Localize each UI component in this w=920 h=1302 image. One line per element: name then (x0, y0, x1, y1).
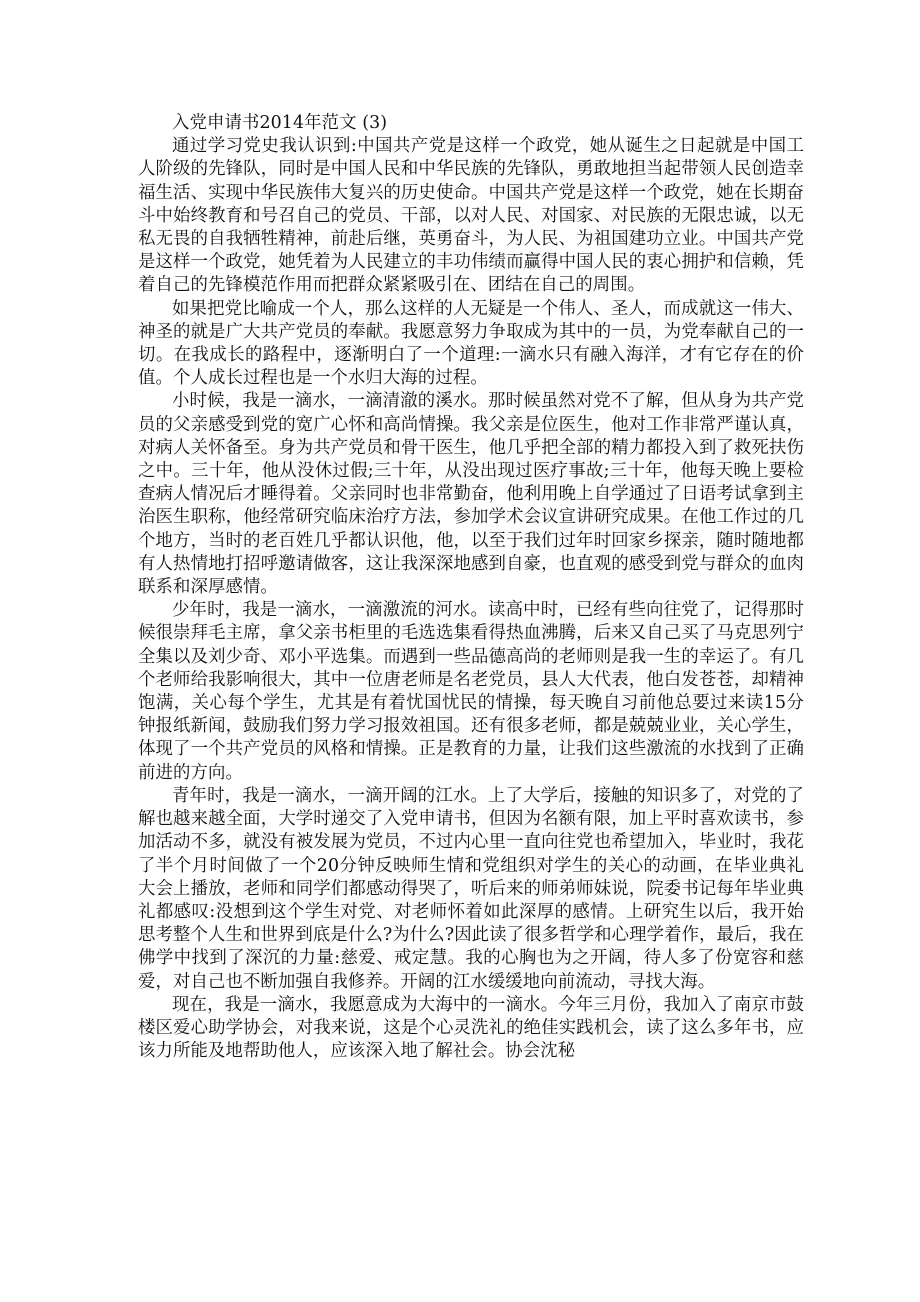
paragraph-2: 如果把党比喻成一个人，那么这样的人无疑是一个伟人、圣人，而成就这一伟大、神圣的就是广大共产党员的奉献。我愿意努力争取成为其中的一员，为党奉献自己的一切。在我成长的路程中，逐渐明白了一个道理:一滴水只有融入海洋，才有它存在的价值。个人成长过程也是一个水归大海的过程。 (138, 298, 804, 389)
paragraph-6: 现在，我是一滴水，我愿意成为大海中的一滴水。今年三月份，我加入了南京市鼓楼区爱心助学协会，对我来说，这是个心灵洗礼的绝佳实践机会，读了这么多年书，应该力所能及地帮助他人，应该深入地了解社会。协会沈秘 (138, 994, 804, 1062)
document-body (138, 112, 804, 1063)
paragraph-1: 通过学习党史我认识到:中国共产党是这样一个政党，她从诞生之日起就是中国工人阶级的先锋队，同时是中国人民和中华民族的先锋队，勇敢地担当起带领人民创造幸福生活、实现中华民族伟大复兴的历史使命。中国共产党是这样一个政党，她在长期奋斗中始终教育和号召自己的党员、干部，以对人民、对国家、对民族的无限忠诚，以无私无畏的自我牺牲精神，前赴后继，英勇奋斗，为人民、为祖国建功立业。中国共产党是这样一个政党，她凭着为人民建立的丰功伟绩而赢得中国人民的衷心拥护和信赖，凭着自己的先锋模范作用而把群众紧紧吸引在、团结在自己的周围。 (138, 136, 804, 296)
paragraph-3: 小时候，我是一滴水，一滴清澈的溪水。那时候虽然对党不了解，但从身为共产党员的父亲感受到党的宽广心怀和高尚情操。我父亲是位医生，他对工作非常严谨认真，对病人关怀备至。身为共产党员和骨干医生，他几乎把全部的精力都投入到了救死扶伤之中。三十年，他从没休过假;三十年，从没出现过医疗事故;三十年，他每天晚上要检查病人情况后才睡得着。父亲同时也非常勤奋，他利用晚上自学通过了日语考试拿到主治医生职称，他经常研究临床治疗方法，参加学术会议宣讲研究成果。在他工作过的几个地方，当时的老百姓几乎都认识他，他，以至于我们过年时回家乡探亲，随时随地都有人热情地打招呼邀请做客，这让我深深地感到自豪，也直观的感受到党与群众的血肉联系和深厚感情。 (138, 391, 804, 598)
document-title: 入党申请书2014年范文 (3) (172, 113, 388, 133)
paragraph-5: 青年时，我是一滴水，一滴开阔的江水。上了大学后，接触的知识多了，对党的了解也越来越全面，大学时递交了入党申请书，但因为名额有限，加上平时喜欢读书，参加活动不多，就没有被发展为党员，不过内心里一直向往党也希望加入，毕业时，我花了半个月时间做了一个20分钟反映师生情和党组织对学生的关心的动画，在毕业典礼大会上播放，老师和同学们都感动得哭了，听后来的师弟师妹说，院委书记每年毕业典礼都感叹:没想到这个学生对党、对老师怀着如此深厚的感情。上研究生以后，我开始思考整个人生和世界到底是什么?为什么?因此读了很多哲学和心理学着作，最后，我在佛学中找到了深沉的力量:慈爱、戒定慧。我的心胸也为之开阔，待人多了份宽容和慈爱，对自己也不断加强自我修养。开阔的江水缓缓地向前流动，寻找大海。 (138, 785, 805, 992)
paragraph-4: 少年时，我是一滴水，一滴激流的河水。读高中时，已经有些向往党了，记得那时候很崇拜毛主席，拿父亲书柜里的毛选选集看得热血沸腾，后来又自己买了马克思列宁全集以及刘少奇、邓小平选集。而遇到一些品德高尚的老师则是我一生的幸运了。有几个老师给我影响很大，其中一位唐老师是名老党员，县人大代表，他白发苍苍，却精神饱满，关心每个学生，尤其是有着忧国忧民的情操，每天晚自习前他总要过来读15分钟报纸新闻，鼓励我们努力学习报效祖国。还有很多老师，都是兢兢业业，关心学生，体现了一个共产党员的风格和情操。正是教育的力量，让我们这些激流的水找到了正确前进的方向。 (138, 600, 804, 783)
